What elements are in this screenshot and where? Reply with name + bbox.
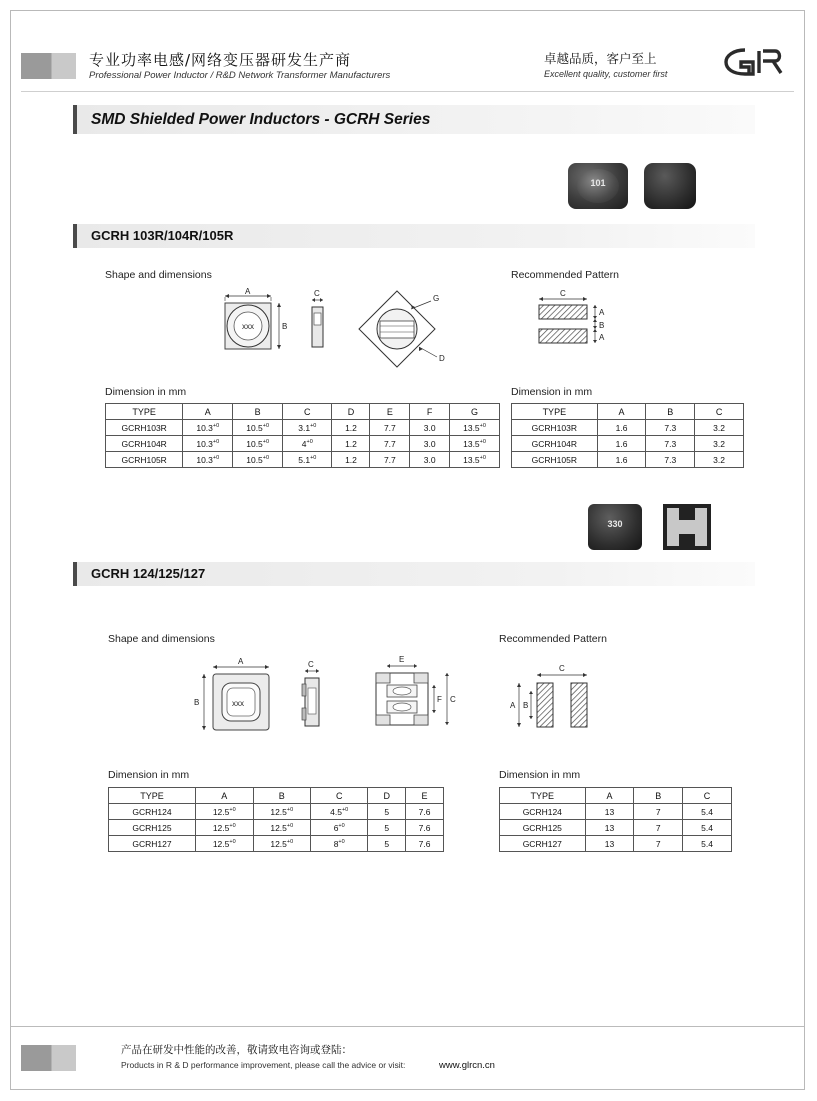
table-header-cell: A <box>585 788 634 804</box>
page-sheet <box>10 10 805 1090</box>
table-header-cell: TYPE <box>512 404 598 420</box>
table-cell: $8^{+0}$ <box>311 836 368 852</box>
table-cell: 1.2 <box>332 436 370 452</box>
table-row <box>109 820 444 836</box>
table-row <box>109 836 444 852</box>
table-row <box>500 836 732 852</box>
product-photo-330 <box>588 504 642 550</box>
table-cell: 3.2 <box>695 420 744 436</box>
footer-note-cn: 产品在研发中性能的改善，敬请致电咨询或登陆： <box>121 1044 352 1056</box>
table-cell: $13.5^{+0}$ <box>450 452 500 468</box>
product-photo-101 <box>568 163 628 209</box>
drawing-top-view-1 <box>211 287 301 363</box>
drawing-bottom-view-2 <box>354 651 469 743</box>
pattern-label-2: Recommended Pattern <box>499 633 607 645</box>
table-header-cell: C <box>283 404 332 420</box>
drawing-pattern-2 <box>509 661 629 743</box>
document-title-bar <box>73 105 755 134</box>
table-header-cell: A <box>183 404 233 420</box>
table-row <box>512 420 744 436</box>
table-cell: $12.5^{+0}$ <box>253 804 311 820</box>
svg-text:D: D <box>439 354 445 363</box>
section-heading-1: GCRH 103R/104R/105R <box>91 228 234 243</box>
product-photo-code: 101 <box>590 178 606 188</box>
table-row <box>106 420 500 436</box>
section-heading-bar-2 <box>73 562 755 586</box>
table-cell: GCRH127 <box>109 836 196 852</box>
svg-text:C: C <box>560 289 566 298</box>
table-cell: 13 <box>585 820 634 836</box>
table-cell: $10.3^{+0}$ <box>183 436 233 452</box>
dimension-table-2 <box>108 787 444 852</box>
table-cell: $10.3^{+0}$ <box>183 420 233 436</box>
table-cell: 7.7 <box>370 436 410 452</box>
table-cell: $12.5^{+0}$ <box>195 820 253 836</box>
table-cell: $12.5^{+0}$ <box>195 804 253 820</box>
drawing-iso-view-1 <box>349 283 474 367</box>
table-cell: GCRH103R <box>106 420 183 436</box>
table-row <box>512 452 744 468</box>
table-header-cell: D <box>368 788 406 804</box>
svg-text:B: B <box>194 698 200 707</box>
product-photo-code-2: 330 <box>607 519 623 529</box>
table-row <box>512 436 744 452</box>
table-cell: $5.1^{+0}$ <box>283 452 332 468</box>
table-cell: GCRH103R <box>512 420 598 436</box>
svg-text:A: A <box>510 701 516 710</box>
table-cell: 3.0 <box>410 420 450 436</box>
table-cell: GCRH105R <box>106 452 183 468</box>
table-cell: 5 <box>368 804 406 820</box>
table-cell: 13 <box>585 836 634 852</box>
table-cell: $13.5^{+0}$ <box>450 420 500 436</box>
table-header-row <box>500 788 732 804</box>
section-heading-2: GCRH 124/125/127 <box>91 566 206 581</box>
table-cell: $12.5^{+0}$ <box>253 820 311 836</box>
table-cell: 5.4 <box>683 804 732 820</box>
shape-label-1: Shape and dimensions <box>105 269 212 281</box>
table-cell: 7 <box>634 820 683 836</box>
slogan-cn: 卓越品质，客户至上 <box>544 51 657 66</box>
table-cell: $6^{+0}$ <box>311 820 368 836</box>
svg-text:B: B <box>599 321 605 330</box>
table-cell: GCRH124 <box>500 804 586 820</box>
table-row <box>109 804 444 820</box>
drawing-pattern-1 <box>531 289 641 359</box>
table-header-cell: F <box>410 404 450 420</box>
pattern-table-2 <box>499 787 732 852</box>
table-cell: 7.6 <box>406 804 444 820</box>
dim-label-left-1: Dimension in mm <box>105 386 187 398</box>
section-heading-bar-1 <box>73 224 755 248</box>
table-cell: 7.6 <box>406 820 444 836</box>
table-row <box>106 436 500 452</box>
table-cell: 5.4 <box>683 820 732 836</box>
footer-note-en: Products in R & D performance improvement, please call the advice or visit: <box>121 1060 406 1070</box>
product-photo-side <box>644 163 696 209</box>
shape-label-2: Shape and dimensions <box>108 633 215 645</box>
table-header-row <box>106 404 500 420</box>
drawing-side-view-2 <box>293 656 343 741</box>
table-header-cell: B <box>634 788 683 804</box>
table-cell: $10.5^{+0}$ <box>233 452 283 468</box>
table-row <box>106 452 500 468</box>
table-cell: GCRH124 <box>109 804 196 820</box>
header-color-swatch <box>21 53 76 79</box>
table-header-cell: B <box>253 788 311 804</box>
svg-text:C: C <box>314 289 320 298</box>
table-cell: GCRH125 <box>500 820 586 836</box>
svg-text:A: A <box>599 308 605 317</box>
table-header-cell: C <box>695 404 744 420</box>
table-cell: 1.6 <box>597 420 646 436</box>
company-name-en: Professional Power Inductor / R&D Network Transformer Manufacturers <box>89 70 391 81</box>
page-header <box>11 11 804 81</box>
table-header-cell: D <box>332 404 370 420</box>
table-cell: 3.2 <box>695 436 744 452</box>
dim-label-right-1: Dimension in mm <box>511 386 593 398</box>
table-cell: 7 <box>634 804 683 820</box>
table-cell: $12.5^{+0}$ <box>253 836 311 852</box>
table-header-cell: TYPE <box>500 788 586 804</box>
svg-text:A: A <box>245 287 251 296</box>
table-cell: 7.3 <box>646 436 695 452</box>
table-cell: 1.2 <box>332 452 370 468</box>
table-cell: GCRH127 <box>500 836 586 852</box>
table-header-row <box>512 404 744 420</box>
table-header-cell: A <box>597 404 646 420</box>
table-cell: GCRH125 <box>109 820 196 836</box>
table-header-cell: C <box>311 788 368 804</box>
table-cell: 5 <box>368 836 406 852</box>
table-row <box>500 820 732 836</box>
page-footer <box>11 1026 804 1089</box>
drawing-side-view-1 <box>302 287 347 363</box>
table-cell: $10.3^{+0}$ <box>183 452 233 468</box>
table-cell: 13 <box>585 804 634 820</box>
table-cell: 3.0 <box>410 452 450 468</box>
table-cell: 7.3 <box>646 452 695 468</box>
page-title: SMD Shielded Power Inductors - GCRH Series <box>91 111 431 128</box>
table-cell: 7 <box>634 836 683 852</box>
table-cell: 7.3 <box>646 420 695 436</box>
table-cell: 7.6 <box>406 836 444 852</box>
footer-url[interactable]: www.glrcn.cn <box>439 1060 495 1071</box>
table-cell: 5.4 <box>683 836 732 852</box>
svg-text:C: C <box>559 664 565 673</box>
table-header-cell: E <box>406 788 444 804</box>
pattern-label-1: Recommended Pattern <box>511 269 619 281</box>
svg-text:A: A <box>238 657 244 666</box>
table-cell: $10.5^{+0}$ <box>233 436 283 452</box>
table-cell: 3.2 <box>695 452 744 468</box>
table-header-cell: A <box>195 788 253 804</box>
table-cell: $10.5^{+0}$ <box>233 420 283 436</box>
table-header-cell: C <box>683 788 732 804</box>
table-cell: $3.1^{+0}$ <box>283 420 332 436</box>
company-name-cn: 专业功率电感/网络变压器研发生产商 <box>89 51 352 69</box>
table-cell: GCRH105R <box>512 452 598 468</box>
table-cell: $4.5^{+0}$ <box>311 804 368 820</box>
table-cell: 1.6 <box>597 436 646 452</box>
table-cell: 3.0 <box>410 436 450 452</box>
svg-text:A: A <box>599 333 605 342</box>
table-cell: 1.6 <box>597 452 646 468</box>
svg-text:xxx: xxx <box>232 699 244 708</box>
svg-text:C: C <box>308 660 314 669</box>
company-logo-icon <box>723 47 785 77</box>
slogan-en: Excellent quality, customer first <box>544 69 668 79</box>
table-header-cell: G <box>450 404 500 420</box>
dim-label-left-2: Dimension in mm <box>108 769 190 781</box>
svg-text:G: G <box>433 294 440 303</box>
table-header-cell: B <box>233 404 283 420</box>
table-cell: $13.5^{+0}$ <box>450 436 500 452</box>
product-photo-bottom <box>663 504 711 550</box>
table-header-row <box>109 788 444 804</box>
table-row <box>500 804 732 820</box>
table-cell: 1.2 <box>332 420 370 436</box>
svg-text:E: E <box>399 655 405 664</box>
table-cell: $12.5^{+0}$ <box>195 836 253 852</box>
dim-label-right-2: Dimension in mm <box>499 769 581 781</box>
svg-text:C: C <box>450 695 456 704</box>
footer-color-swatch <box>21 1045 76 1071</box>
table-cell: GCRH104R <box>106 436 183 452</box>
pattern-table-1 <box>511 403 744 468</box>
svg-text:B: B <box>282 322 288 331</box>
table-header-cell: E <box>370 404 410 420</box>
table-cell: 7.7 <box>370 420 410 436</box>
dimension-table-1 <box>105 403 500 468</box>
svg-text:F: F <box>437 695 442 704</box>
table-cell: 5 <box>368 820 406 836</box>
drawing-top-view-2 <box>191 656 291 741</box>
svg-text:B: B <box>523 701 529 710</box>
table-header-cell: B <box>646 404 695 420</box>
table-header-cell: TYPE <box>106 404 183 420</box>
table-cell: $4^{+0}$ <box>283 436 332 452</box>
table-header-cell: TYPE <box>109 788 196 804</box>
svg-text:xxx: xxx <box>242 322 254 331</box>
table-cell: GCRH104R <box>512 436 598 452</box>
table-cell: 7.7 <box>370 452 410 468</box>
